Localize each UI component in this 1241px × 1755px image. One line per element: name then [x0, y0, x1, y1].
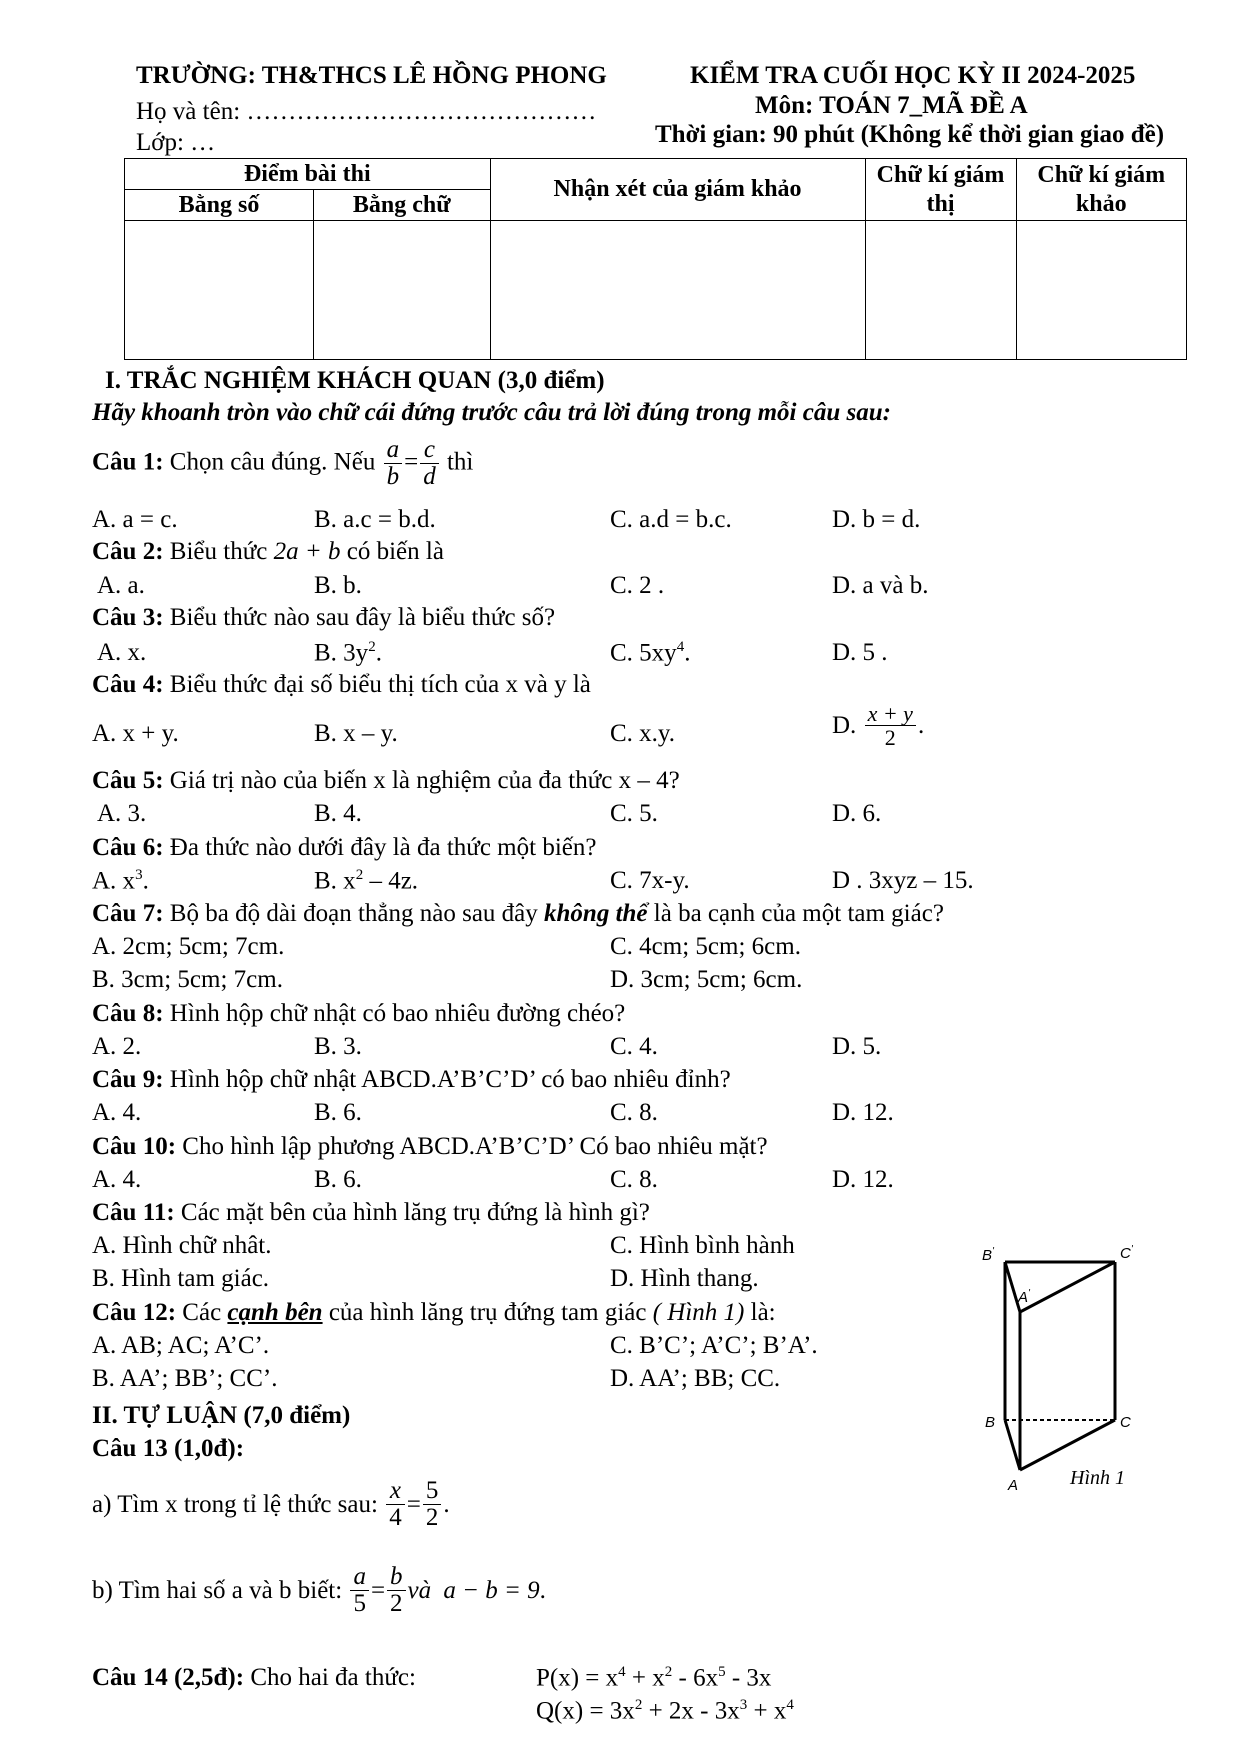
edge-a-c — [1020, 1420, 1115, 1470]
q8-option-a[interactable]: A. 2. — [92, 1033, 142, 1060]
q2-option-b[interactable]: B. b. — [314, 572, 362, 599]
question-text: Hình hộp chữ nhật ABCD.A’B’C’D’ có bao nhiêu đỉnh? — [163, 1066, 731, 1093]
equals-sign: = — [404, 448, 419, 476]
q2-option-c[interactable]: C. 2 . — [610, 572, 665, 599]
question-text: Biểu thức đại số biểu thị tích của x và y là — [163, 671, 591, 698]
exam-time: Thời gian: 90 phút (Không kể thời gian giao đề) — [655, 121, 1165, 148]
numerator: x — [386, 1478, 405, 1505]
score-header: Điểm bài thi — [125, 159, 491, 190]
exponent: 4 — [786, 1697, 794, 1713]
question-text-end: . — [539, 1577, 546, 1604]
q4-option-b[interactable]: B. x – y. — [314, 720, 398, 747]
denominator: d — [423, 463, 436, 491]
fraction-b-2 — [387, 1564, 406, 1618]
score-word-header: Bằng chữ — [314, 190, 491, 221]
exponent: 2 — [355, 867, 364, 883]
numerator: x + y — [865, 702, 916, 726]
q5-option-b[interactable]: B. 4. — [314, 800, 362, 827]
comment-header: Nhận xét của giám khảo — [490, 159, 865, 221]
examiner-signature-cell[interactable] — [1016, 221, 1186, 360]
q4-option-c[interactable]: C. x.y. — [610, 720, 676, 747]
exponent: 4 — [676, 639, 685, 655]
q4-option-d[interactable] — [832, 702, 924, 749]
term: + 2x - 3x — [642, 1697, 740, 1725]
term: - 6x — [672, 1664, 719, 1692]
expression: a − b = 9 — [443, 1577, 540, 1604]
denominator: 4 — [389, 1504, 402, 1532]
numerator: b — [387, 1564, 406, 1591]
emphasis: không thể — [544, 900, 648, 927]
exponent: 3 — [739, 1697, 748, 1713]
q3-option-d[interactable]: D. 5 . — [832, 639, 888, 666]
question-label: Câu 3: — [92, 604, 164, 631]
question-text: Biểu thức — [163, 538, 274, 565]
q3-option-b[interactable] — [314, 639, 382, 667]
numerator: 5 — [423, 1478, 442, 1505]
question-label: Câu 10: — [92, 1133, 177, 1160]
question-text: Cho hình lập phương ABCD.A’B’C’D’ Có bao nhiêu mặt? — [176, 1133, 768, 1160]
expression: 2a + b — [273, 538, 341, 565]
comment-cell[interactable] — [490, 221, 865, 360]
q8-option-c[interactable]: C. 4. — [610, 1033, 658, 1060]
fraction-a-b — [384, 437, 403, 491]
question-12 — [92, 1299, 776, 1327]
question-label: Câu 2: — [92, 538, 164, 565]
q9-option-d[interactable]: D. 12. — [832, 1099, 894, 1126]
question-6 — [92, 834, 596, 862]
q8-option-d[interactable]: D. 5. — [832, 1033, 882, 1060]
question-1 — [92, 437, 473, 491]
denominator: 2 — [425, 1504, 439, 1532]
question-label: Câu 9: — [92, 1066, 164, 1093]
numerator: a — [384, 437, 403, 464]
q7-option-a[interactable]: A. 2cm; 5cm; 7cm. — [92, 933, 285, 960]
q6-option-c[interactable]: C. 7x-y. — [610, 867, 690, 894]
question-text: Giá trị nào của biến x là nghiệm của đa thức x – 4? — [163, 767, 680, 794]
q1-option-b[interactable]: B. a.c = b.d. — [314, 506, 436, 533]
question-label: Câu 1: — [92, 448, 164, 476]
question-text-end: là: — [744, 1299, 776, 1326]
q2-option-a[interactable]: A. a. — [97, 572, 145, 599]
q5-option-c[interactable]: C. 5. — [610, 800, 658, 827]
q6-option-a[interactable] — [92, 867, 149, 895]
numerator: a — [350, 1564, 369, 1591]
q12-option-d[interactable]: D. AA’; BB; CC. — [610, 1365, 781, 1392]
exponent: 2 — [664, 1664, 673, 1680]
exponent: 2 — [634, 1697, 643, 1713]
score-number-cell[interactable] — [125, 221, 314, 360]
part1-title: I. TRẮC NGHIỆM KHÁCH QUAN (3,0 điểm) — [105, 367, 605, 394]
q10-option-b[interactable]: B. 6. — [314, 1166, 362, 1193]
class-label: Lớp: … — [136, 129, 216, 156]
label-c-prime: C' — [1120, 1244, 1133, 1262]
question-14 — [92, 1664, 416, 1692]
score-number-header: Bằng số — [125, 190, 314, 221]
polynomial-q — [536, 1697, 794, 1725]
question-text: Chọn câu đúng. Nếu — [163, 448, 376, 476]
question-text: của hình lăng trụ đứng tam giác — [322, 1299, 653, 1326]
question-2 — [92, 538, 444, 566]
question-9 — [92, 1066, 731, 1094]
q9-option-c[interactable]: C. 8. — [610, 1099, 658, 1126]
term: - 3x — [725, 1664, 772, 1692]
exponent: 4 — [618, 1664, 626, 1680]
question-8 — [92, 1000, 625, 1028]
emphasis: cạnh bên — [227, 1299, 323, 1326]
q3-option-a[interactable]: A. x. — [97, 639, 147, 666]
proctor-signature-cell[interactable] — [865, 221, 1016, 360]
q7-option-c[interactable]: C. 4cm; 5cm; 6cm. — [610, 933, 801, 960]
q6-option-b[interactable] — [314, 867, 418, 895]
q11-option-b[interactable]: B. Hình tam giác. — [92, 1265, 270, 1292]
school-name: TRƯỜNG: TH&THCS LÊ HỒNG PHONG — [136, 62, 607, 89]
part1-instruction: Hãy khoanh tròn vào chữ cái đứng trước câu trả lời đúng trong mỗi câu sau: — [92, 399, 891, 426]
grade-table — [124, 158, 1187, 360]
denominator: b — [386, 463, 400, 491]
term: P(x) = x — [536, 1664, 619, 1692]
q1-option-c[interactable]: C. a.d = b.c. — [610, 506, 732, 533]
question-text: Hình hộp chữ nhật có bao nhiêu đường chéo? — [163, 1000, 626, 1027]
question-label: Câu 14 (2,5đ): — [92, 1664, 245, 1691]
question-text: a) Tìm x trong tỉ lệ thức sau: — [92, 1491, 378, 1518]
label-c: C — [1120, 1414, 1131, 1431]
prism-figure — [960, 1240, 1160, 1520]
option-end: . — [375, 639, 382, 667]
question-label: Câu 11: — [92, 1199, 175, 1226]
question-label: Câu 12: — [92, 1299, 177, 1326]
q4-option-a[interactable]: A. x + y. — [92, 720, 179, 747]
question-5 — [92, 767, 680, 795]
label-b-prime: B' — [982, 1246, 994, 1264]
q6-option-d[interactable]: D . 3xyz – 15. — [832, 867, 974, 894]
q1-option-d[interactable]: D. b = d. — [832, 506, 921, 533]
question-text: Đa thức nào dưới đây là đa thức một biến? — [163, 834, 597, 861]
exam-subject: Môn: TOÁN 7_MÃ ĐỀ A — [755, 92, 1028, 119]
score-word-cell[interactable] — [314, 221, 491, 360]
proctor-signature-header: Chữ kí giám thị — [865, 159, 1016, 221]
denominator: 2 — [390, 1590, 403, 1618]
q11-option-a[interactable]: A. Hình chữ nhât. — [92, 1232, 272, 1259]
question-10 — [92, 1133, 768, 1161]
label-a-prime: A' — [1018, 1288, 1030, 1306]
q13-label: Câu 13 (1,0đ): — [92, 1435, 245, 1462]
fraction-c-d — [420, 437, 439, 491]
question-label: Câu 6: — [92, 834, 164, 861]
exam-title: KIỂM TRA CUỐI HỌC KỲ II 2024-2025 — [690, 62, 1136, 89]
q11-option-d[interactable]: D. Hình thang. — [610, 1265, 759, 1292]
question-text: Các mặt bên của hình lăng trụ đứng là hình gì? — [174, 1199, 650, 1226]
q7-option-b[interactable]: B. 3cm; 5cm; 7cm. — [92, 966, 283, 993]
q5-option-d[interactable]: D. 6. — [832, 800, 882, 827]
q12-option-a[interactable]: A. AB; AC; A’C’. — [92, 1332, 270, 1359]
q2-option-d[interactable]: D. a và b. — [832, 572, 929, 599]
question-text: Cho hai đa thức: — [244, 1664, 416, 1691]
question-text: Biểu thức nào sau đây là biểu thức số? — [163, 604, 556, 631]
q13-part-b — [92, 1564, 546, 1618]
fraction-x-4 — [386, 1478, 405, 1532]
question-text-end: có biến là — [340, 538, 444, 565]
q12-option-c[interactable]: C. B’C’; A’C’; B’A’. — [610, 1332, 818, 1359]
question-label: Câu 4: — [92, 671, 164, 698]
part2-title: II. TỰ LUẬN (7,0 điểm) — [92, 1402, 351, 1429]
label-a: A — [1008, 1477, 1019, 1494]
q7-option-d[interactable]: D. 3cm; 5cm; 6cm. — [610, 966, 803, 993]
question-label: Câu 8: — [92, 1000, 164, 1027]
question-label: Câu 7: — [92, 900, 164, 927]
question-4 — [92, 671, 591, 699]
term: + x — [747, 1697, 787, 1725]
name-label: Họ và tên: …………………………………… — [136, 98, 597, 125]
edge-a1-c1 — [1020, 1262, 1115, 1312]
term: Q(x) = 3x — [536, 1697, 635, 1725]
figure-caption: Hình 1 — [1070, 1467, 1125, 1489]
question-text-end: . — [443, 1491, 450, 1518]
label-b: B — [985, 1414, 996, 1431]
fraction-5-2 — [423, 1478, 442, 1532]
q10-option-c[interactable]: C. 8. — [610, 1166, 658, 1193]
question-text: Bộ ba độ dài đoạn thẳng nào sau đây — [163, 900, 545, 927]
option-end: – 4z. — [363, 867, 419, 895]
denominator: 5 — [353, 1590, 366, 1618]
exponent: 3 — [135, 867, 143, 883]
q12-option-b[interactable]: B. AA’; BB’; CC’. — [92, 1365, 278, 1392]
fraction-x-plus-y-over-2 — [865, 702, 916, 749]
question-7 — [92, 900, 944, 928]
exponent: 2 — [368, 639, 376, 655]
option-text: A. x — [92, 867, 136, 895]
q9-option-b[interactable]: B. 6. — [314, 1099, 362, 1126]
question-3 — [92, 604, 555, 632]
exponent: 5 — [718, 1664, 726, 1680]
q8-option-b[interactable]: B. 3. — [314, 1033, 362, 1060]
q11-option-c[interactable]: C. Hình bình hành — [610, 1232, 795, 1259]
q10-option-d[interactable]: D. 12. — [832, 1166, 894, 1193]
polynomial-p — [536, 1664, 771, 1692]
conjunction: và — [407, 1577, 432, 1604]
equals-sign: = — [370, 1577, 386, 1604]
numerator: c — [420, 437, 439, 464]
denominator: 2 — [884, 725, 896, 751]
question-text-end: là ba cạnh của một tam giác? — [647, 900, 944, 927]
q3-option-c[interactable] — [610, 639, 690, 667]
option-text: C. 5xy — [610, 639, 677, 667]
option-end: . — [142, 867, 149, 895]
question-text: Các — [176, 1299, 228, 1326]
examiner-signature-header: Chữ kí giám khảo — [1016, 159, 1186, 221]
option-text: D. — [832, 711, 857, 739]
question-text-end: thì — [446, 448, 474, 476]
q9-option-a[interactable]: A. 4. — [92, 1099, 142, 1126]
fraction-a-5 — [350, 1564, 369, 1618]
equals-sign: = — [406, 1491, 421, 1518]
term: + x — [625, 1664, 665, 1692]
question-text: b) Tìm hai số a và b biết: — [92, 1577, 343, 1604]
q13-part-a — [92, 1478, 450, 1532]
q5-option-a[interactable]: A. 3. — [97, 800, 147, 827]
option-text: B. x — [314, 867, 356, 895]
question-11 — [92, 1199, 650, 1227]
q1-option-a[interactable]: A. a = c. — [92, 506, 178, 533]
figure-reference: ( Hình 1) — [652, 1299, 745, 1326]
edge-b-a — [1005, 1420, 1020, 1470]
q10-option-a[interactable]: A. 4. — [92, 1166, 142, 1193]
option-end: . — [917, 711, 925, 739]
option-end: . — [684, 639, 691, 667]
option-text: B. 3y — [314, 639, 369, 667]
question-label: Câu 5: — [92, 767, 164, 794]
